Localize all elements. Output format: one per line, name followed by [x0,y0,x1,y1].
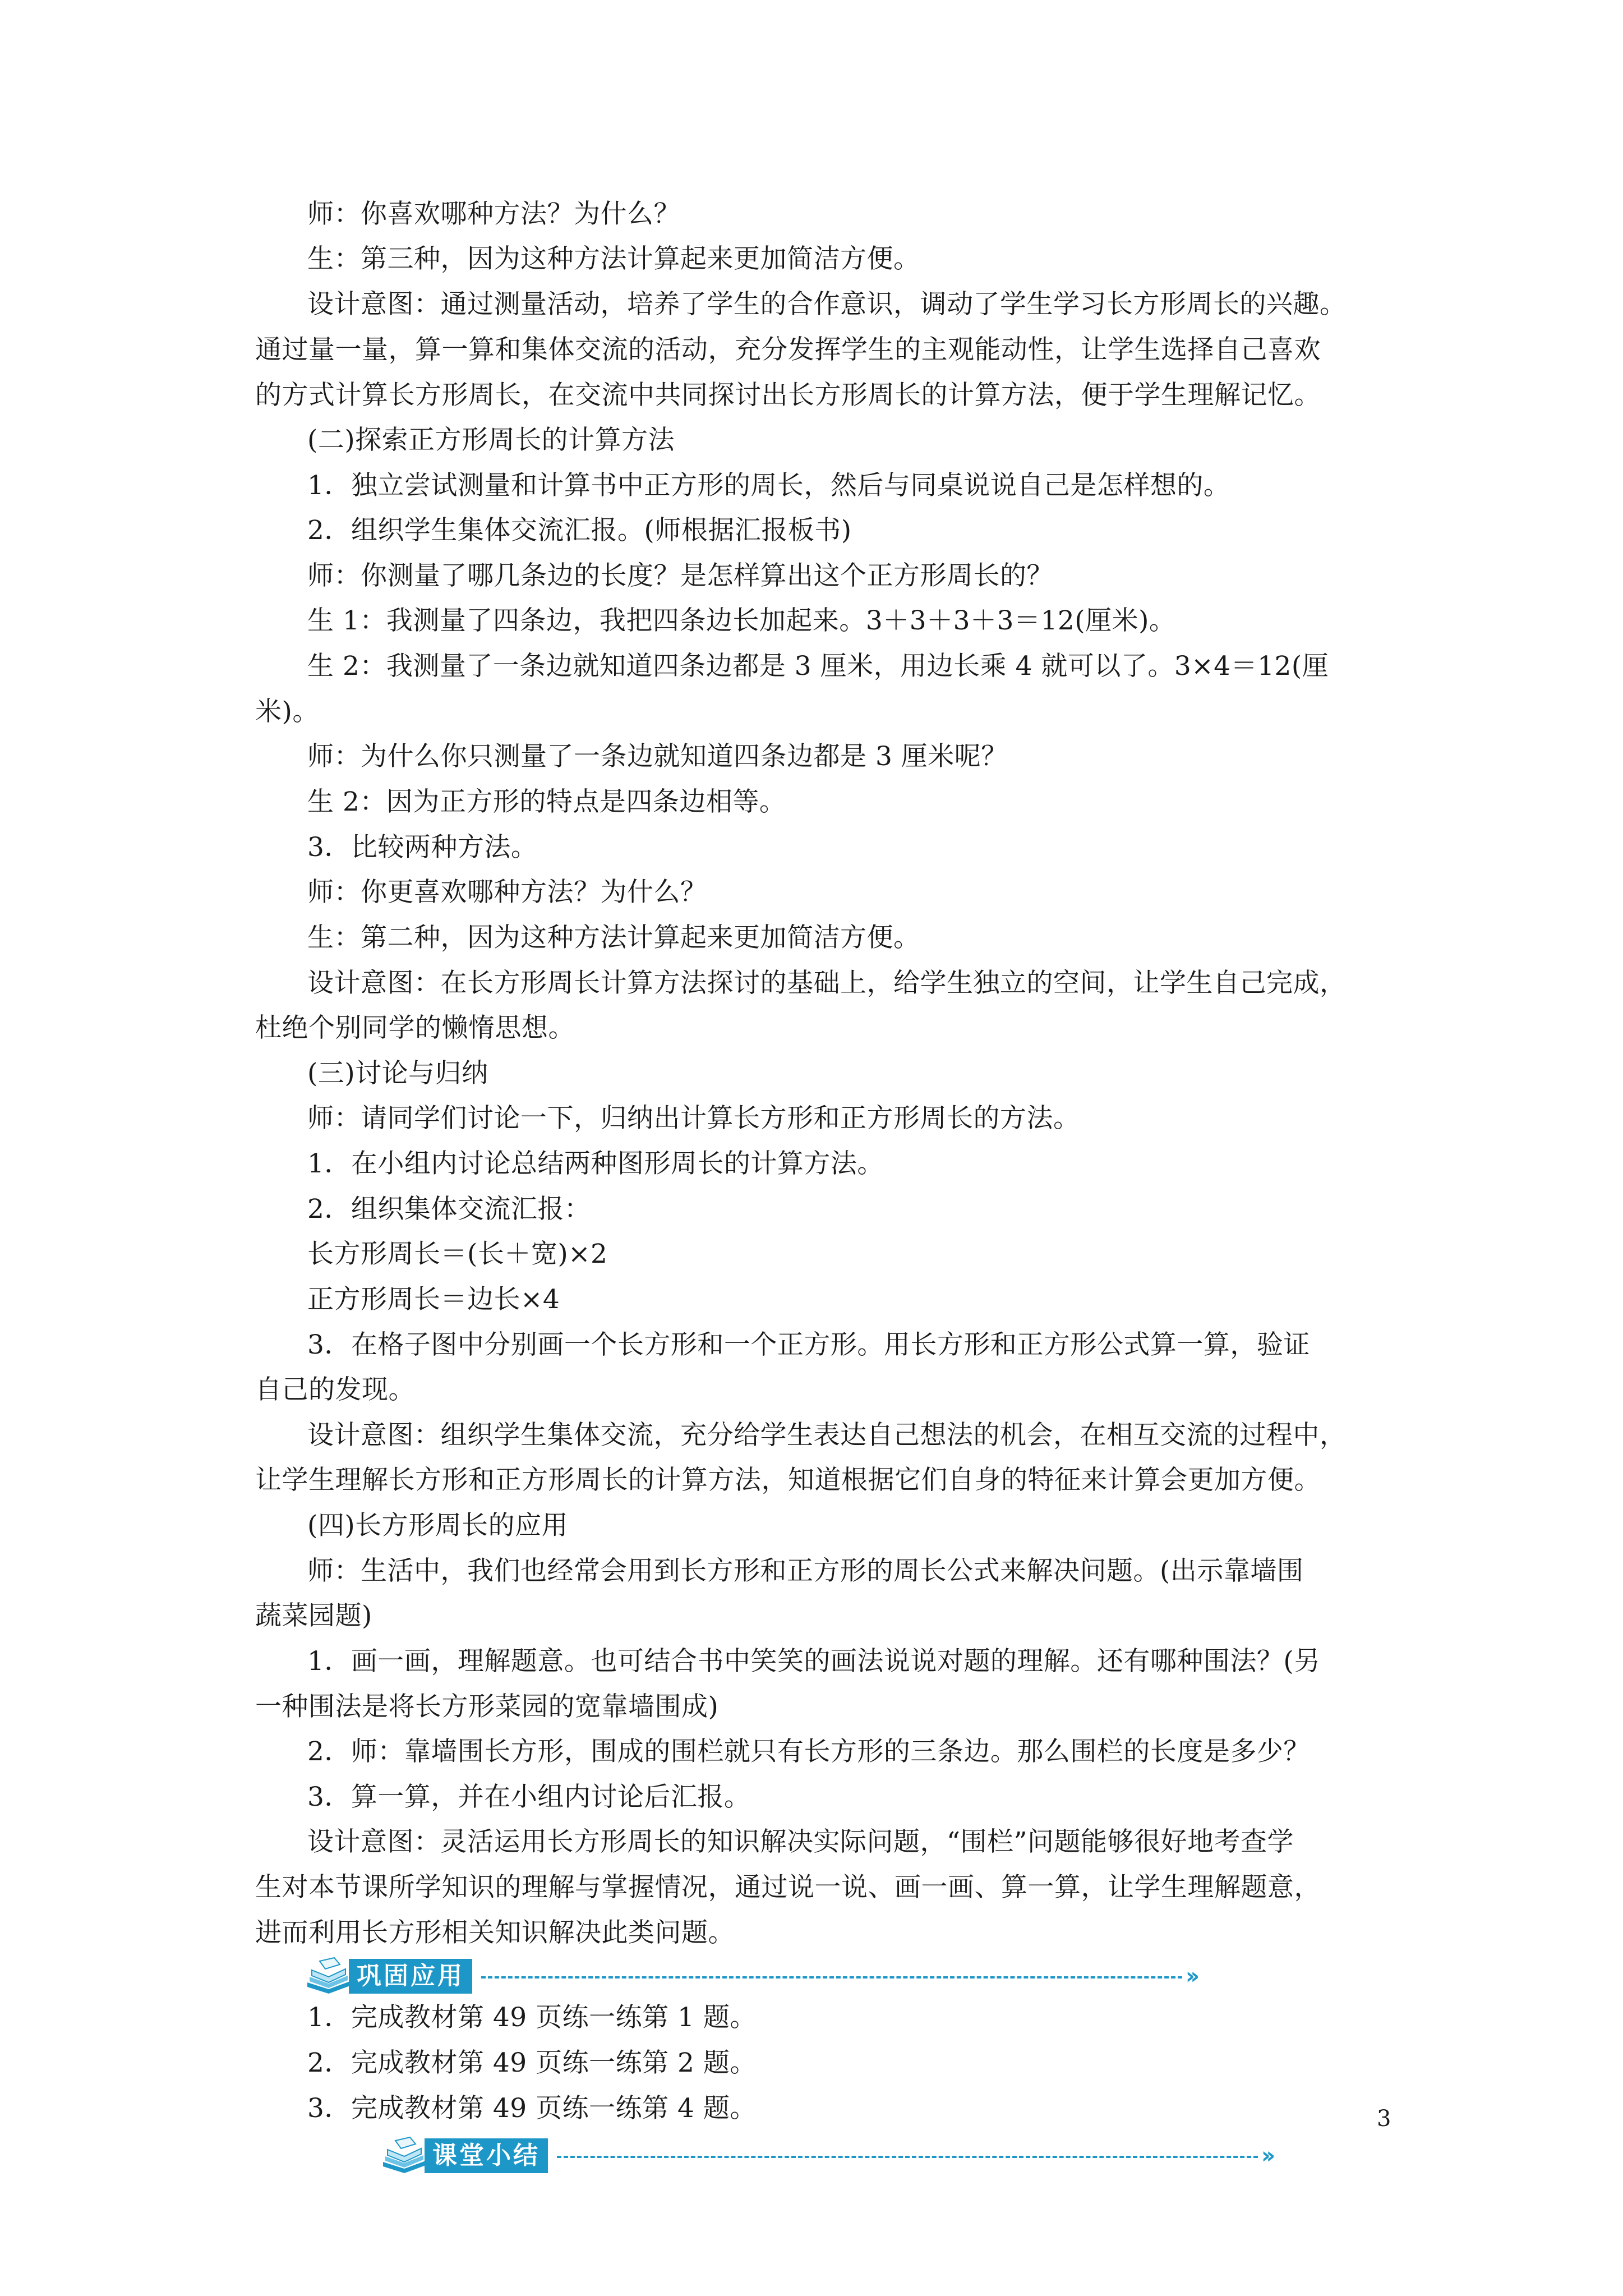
dashed-divider [481,1976,1182,1978]
dialogue-line: 师：你喜欢哪种方法？为什么？ [307,199,680,229]
dialogue-line: 生 1：我测量了四条边，我把四条边长加起来。3＋3＋3＋3＝12(厘米)。 [307,605,1176,636]
step-line: 2．师：靠墙围长方形，围成的围栏就只有长方形的三条边。那么围栏的长度是多少？ [307,1736,1310,1767]
step-line: 2．组织集体交流汇报： [307,1194,591,1225]
section-heading: (二)探索正方形周长的计算方法 [307,425,675,455]
step-line: 2．组织学生集体交流汇报。(师根据汇报板书) [307,515,852,546]
step-line: 1．在小组内讨论总结两种图形周长的计算方法。 [307,1148,884,1179]
exercise-item: 2．完成教材第 49 页练一练第 2 题。 [307,2047,757,2078]
dialogue-line: 师：生活中，我们也经常会用到长方形和正方形的周长公式来解决问题。(出示靠墙围 [307,1556,1304,1586]
exercise-item: 1．完成教材第 49 页练一练第 1 题。 [307,2002,757,2033]
dialogue-line: 师：你测量了哪几条边的长度？是怎样算出这个正方形周长的？ [307,560,1053,591]
design-intent-line: 设计意图：通过测量活动，培养了学生的合作意识，调动了学生学习长方形周长的兴趣。 [307,289,1347,320]
formula-line: 正方形周长＝边长×4 [307,1284,560,1315]
step-line: 1．独立尝试测量和计算书中正方形的周长，然后与同桌说说自己是怎样想的。 [307,470,1230,501]
paragraph-line: 自己的发现。 [255,1374,415,1405]
design-intent-line: 设计意图：在长方形周长计算方法探讨的基础上，给学生独立的空间，让学生自己完成， [307,968,1347,999]
dialogue-line: 师：请同学们讨论一下，归纳出计算长方形和正方形周长的方法。 [307,1103,1080,1134]
dialogue-line: 生：第二种，因为这种方法计算起来更加简洁方便。 [307,922,920,953]
section-heading: (三)讨论与归纳 [307,1058,488,1089]
paragraph-line: 的方式计算长方形周长，在交流中共同探讨出长方形周长的计算方法，便于学生理解记忆。 [255,380,1321,411]
paragraph-line: 蔬菜园题) [255,1600,372,1631]
dialogue-line: 米)。 [255,696,319,727]
paragraph-line: 一种围法是将长方形菜园的宽靠墙围成) [255,1691,719,1722]
design-intent-line: 设计意图：灵活运用长方形周长的知识解决实际问题，“围栏”问题能够很好地考查学 [307,1826,1294,1857]
double-chevron-icon: ›› [1261,2143,1271,2169]
dialogue-line: 生 2：因为正方形的特点是四条边相等。 [307,786,786,817]
paragraph-line: 生对本节课所学知识的理解与掌握情况，通过说一说、画一画、算一算，让学生理解题意， [255,1872,1321,1903]
step-line: 3．在格子图中分别画一个长方形和一个正方形。用长方形和正方形公式算一算，验证 [307,1329,1310,1360]
book-icon [303,1957,353,1996]
dialogue-line: 师：为什么你只测量了一条边就知道四条边都是 3 厘米呢？ [307,741,1008,772]
section-title: 课堂小结 [425,2138,548,2173]
formula-line: 长方形周长＝(长＋宽)×2 [307,1239,608,1269]
dashed-divider [557,2156,1258,2158]
step-line: 3．比较两种方法。 [307,832,538,863]
paragraph-line: 杜绝个别同学的懒惰思想。 [255,1013,575,1043]
step-line: 3．算一算，并在小组内讨论后汇报。 [307,1782,751,1812]
consolidate-section-header [303,1957,1195,1996]
step-line: 1．画一画，理解题意。也可结合书中笑笑的画法说说对题的理解。还有哪种围法？(另 [307,1646,1321,1677]
exercise-item: 3．完成教材第 49 页练一练第 4 题。 [307,2093,757,2124]
paragraph-line: 进而利用长方形相关知识解决此类问题。 [255,1917,735,1948]
dialogue-line: 师：你更喜欢哪种方法？为什么？ [307,877,707,908]
design-intent-line: 设计意图：组织学生集体交流，充分给学生表达自己想法的机会，在相互交流的过程中， [307,1420,1347,1451]
class-summary-header [379,2136,1271,2175]
section-heading: (四)长方形周长的应用 [307,1510,569,1541]
section-title: 巩固应用 [349,1959,472,1994]
book-icon [379,2136,429,2175]
paragraph-line: 通过量一量，算一算和集体交流的活动，充分发挥学生的主观能动性，让学生选择自己喜欢 [255,334,1321,365]
page-number: 3 [1377,2106,1391,2132]
double-chevron-icon: ›› [1186,1963,1195,1989]
dialogue-line: 生：第三种，因为这种方法计算起来更加简洁方便。 [307,243,920,274]
dialogue-line: 生 2：我测量了一条边就知道四条边都是 3 厘米，用边长乘 4 就可以了。3×4＝12(厘 [307,651,1329,682]
paragraph-line: 让学生理解长方形和正方形周长的计算方法，知道根据它们自身的特征来计算会更加方便。 [255,1465,1321,1496]
